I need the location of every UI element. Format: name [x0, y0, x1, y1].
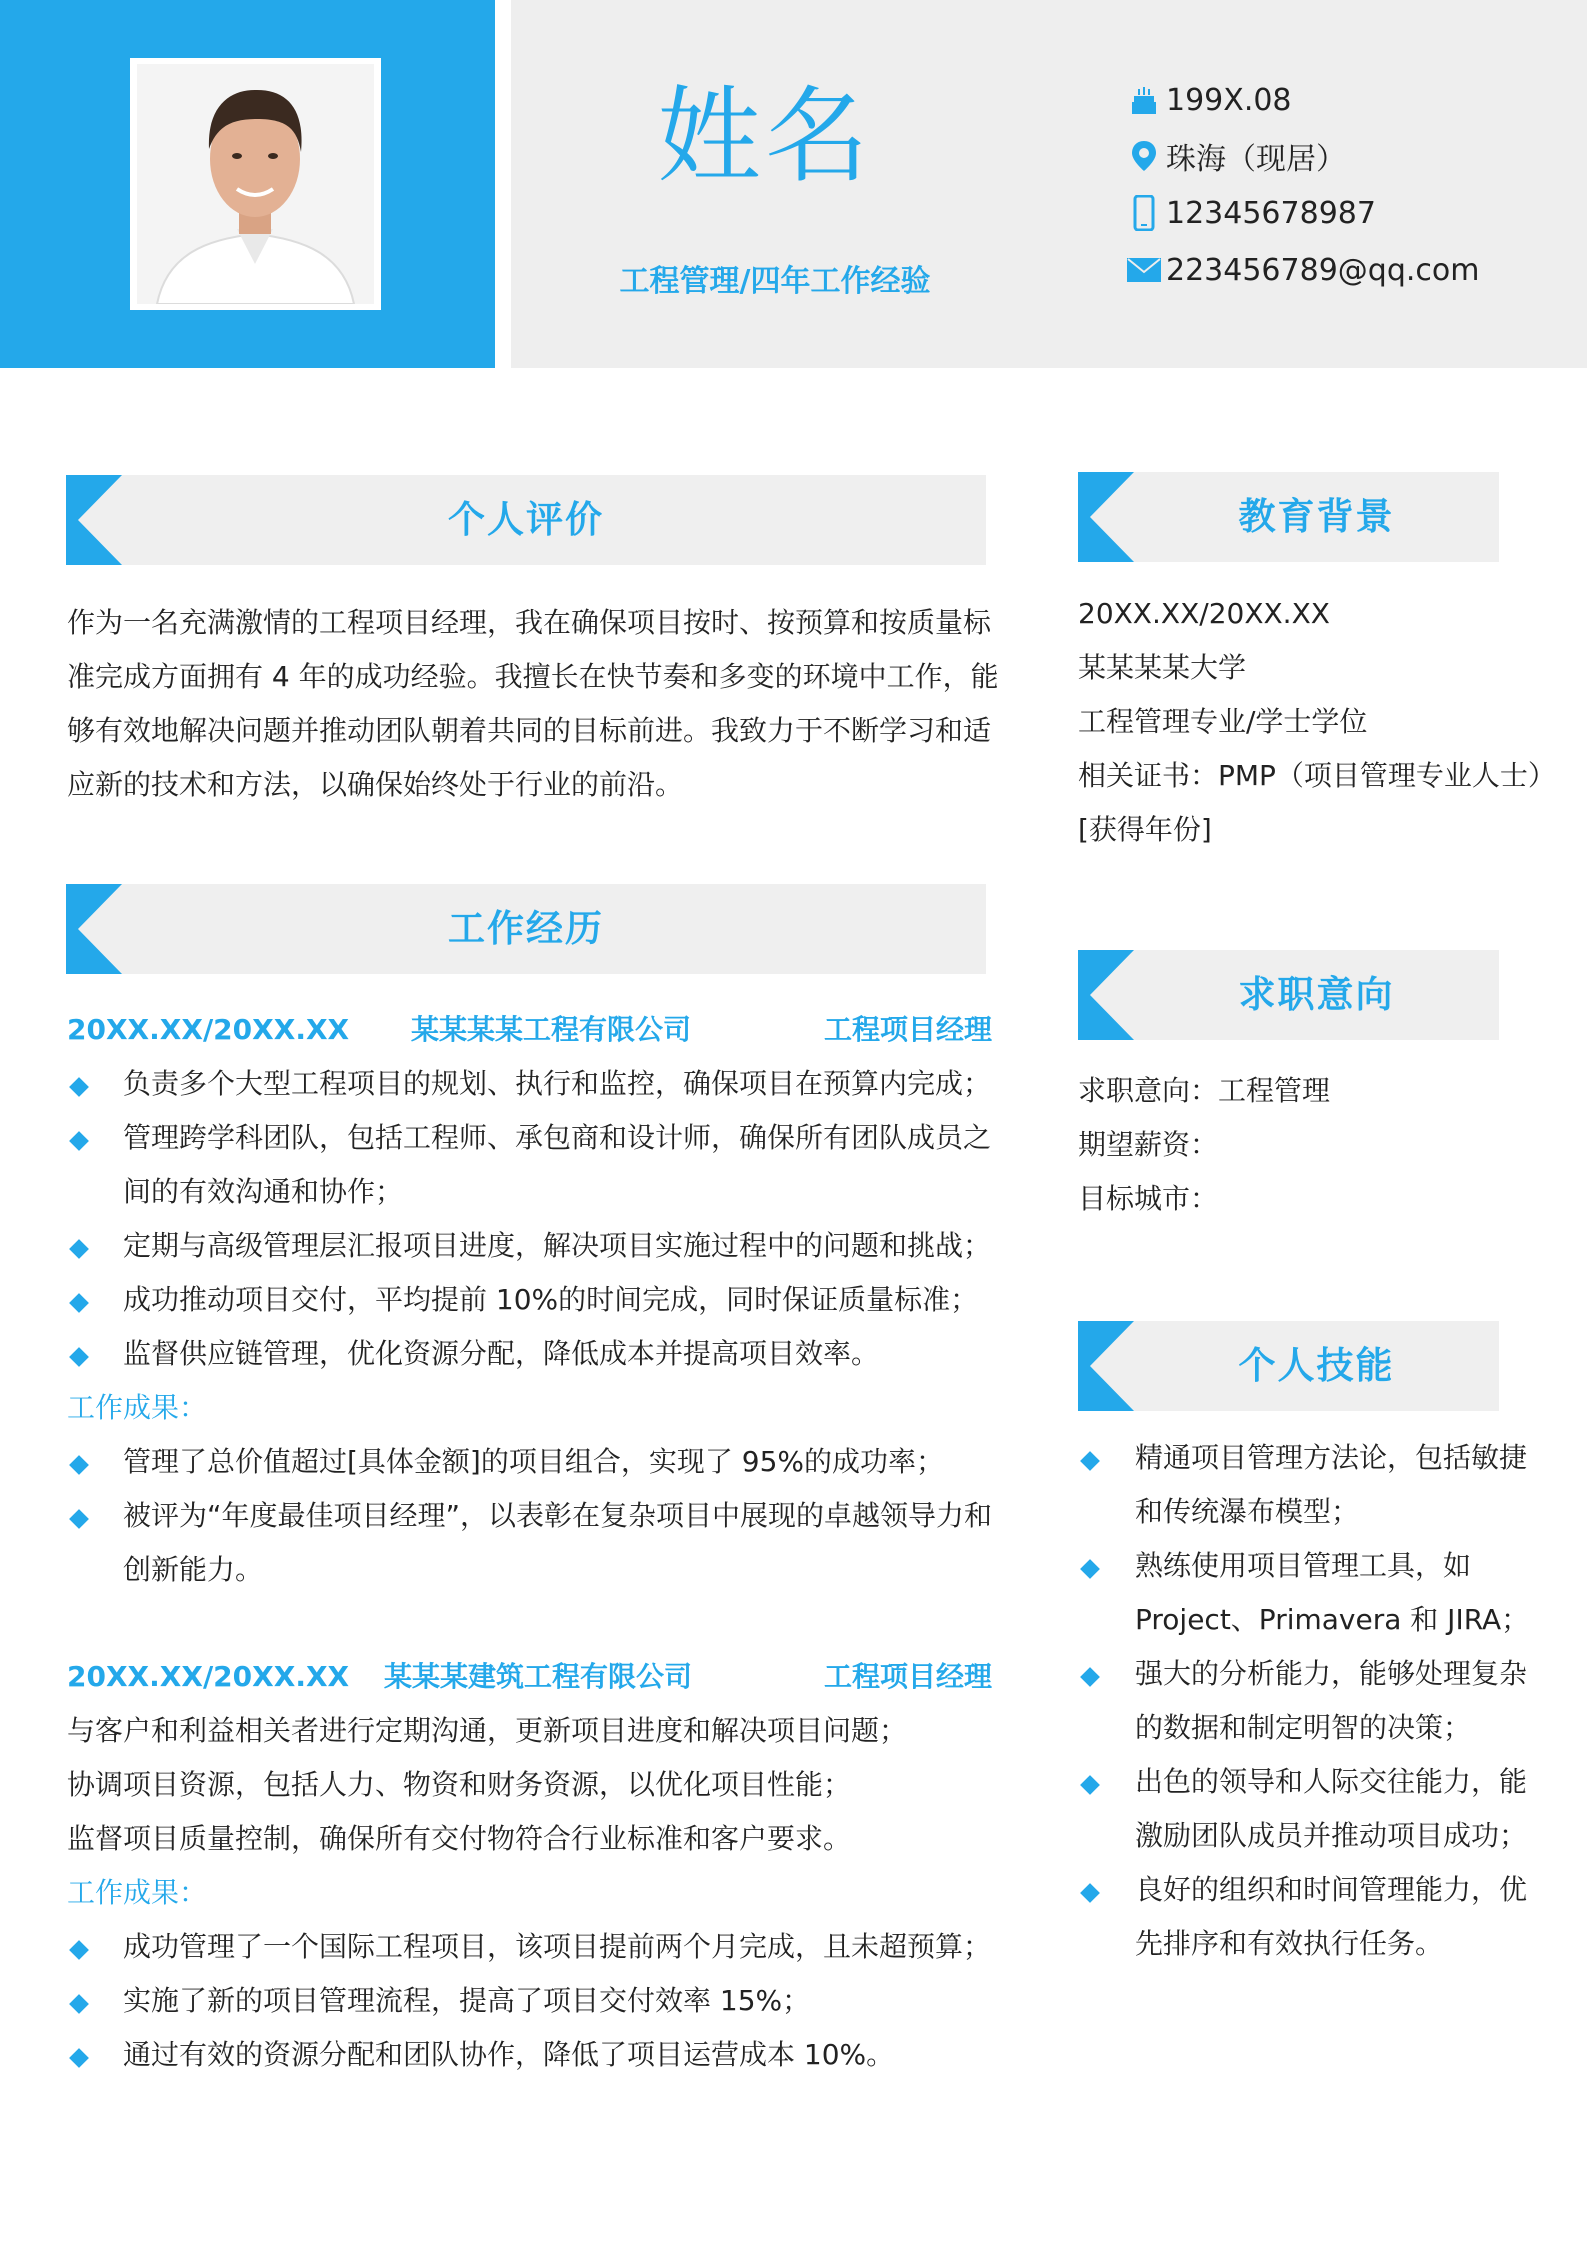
- diamond-bullet-icon: [69, 1940, 89, 1960]
- profile-photo: [137, 64, 374, 304]
- diamond-bullet-icon: [69, 1509, 89, 1529]
- section-header-work: [66, 884, 986, 974]
- location-text: 珠海（现居）: [1166, 142, 1346, 177]
- job-1-achievements-label: 工作成果：: [67, 1391, 208, 1424]
- section-header-skills: [1078, 1321, 1499, 1411]
- diamond-bullet-icon: [69, 1293, 89, 1313]
- section-header-intent: [1078, 950, 1499, 1040]
- birth-date-text: 199X.08: [1166, 82, 1292, 118]
- job-2-position: 工程项目经理: [824, 1660, 993, 1693]
- job-2-achievements-label: 工作成果：: [67, 1876, 208, 1909]
- diamond-bullet-icon: [69, 2048, 89, 2068]
- education-line: 20XX.XX/20XX.XX: [1078, 597, 1330, 630]
- section-title-skills: 个人技能: [1238, 1344, 1395, 1387]
- skill-line: 出色的领导和人际交往能力，能: [1135, 1765, 1528, 1798]
- diamond-bullet-icon: [69, 1347, 89, 1367]
- job-2-achievement: 通过有效的资源分配和团队协作，降低了项目运营成本 10%。: [123, 2038, 895, 2071]
- job-2-duty: 与客户和利益相关者进行定期沟通，更新项目进度和解决项目问题；: [67, 1714, 908, 1747]
- skill-line: 熟练使用项目管理工具，如: [1135, 1549, 1472, 1582]
- skill-line: 激励团队成员并推动项目成功；: [1135, 1819, 1528, 1852]
- job-2-date: 20XX.XX/20XX.XX: [67, 1660, 350, 1693]
- job-1-position: 工程项目经理: [824, 1013, 993, 1046]
- skill-line: 良好的组织和时间管理能力，优: [1135, 1873, 1528, 1906]
- profile-line: 够有效地解决问题并推动团队朝着共同的目标前进。我致力于不断学习和适: [67, 714, 992, 747]
- job-2-achievement: 实施了新的项目管理流程，提高了项目交付效率 15%；: [123, 1984, 811, 2017]
- job-1-duty: 负责多个大型工程项目的规划、执行和监控，确保项目在预算内完成；: [123, 1067, 992, 1100]
- job-1-achievement: 管理了总价值超过[具体金额]的项目组合，实现了 95%的成功率；: [123, 1445, 944, 1478]
- job-summary-subtitle: 工程管理/四年工作经验: [619, 264, 931, 299]
- section-title-profile: 个人评价: [448, 498, 604, 541]
- skill-line: 精通项目管理方法论，包括敏捷: [1135, 1441, 1528, 1474]
- education-line: [获得年份]: [1078, 813, 1212, 846]
- profile-line: 应新的技术和方法，以确保始终处于行业的前沿。: [67, 768, 684, 801]
- intent-line: 求职意向：工程管理: [1078, 1074, 1331, 1107]
- location-row: [1126, 136, 1346, 176]
- profile-line: 作为一名充满激情的工程项目经理，我在确保项目按时、按预算和按质量标: [67, 606, 992, 639]
- email-text[interactable]: 223456789@qq.com: [1166, 252, 1480, 288]
- education-line: 工程管理专业/学士学位: [1078, 705, 1368, 738]
- skill-line: 先排序和有效执行任务。: [1135, 1927, 1444, 1960]
- job-1-date: 20XX.XX/20XX.XX: [67, 1013, 350, 1046]
- job-1-achievement: 被评为“年度最佳项目经理”，以表彰在复杂项目中展现的卓越领导力和: [123, 1499, 993, 1532]
- chevron-left-icon: [1078, 950, 1134, 1040]
- intent-line: 期望薪资：: [1078, 1128, 1219, 1161]
- job-2-duty: 协调项目资源，包括人力、物资和财务资源，以优化项目性能；: [67, 1768, 852, 1801]
- job-1-duty: 间的有效沟通和协作；: [123, 1175, 404, 1208]
- job-2-company: 某某某建筑工程有限公司: [384, 1660, 693, 1693]
- intent-line: 目标城市：: [1078, 1182, 1219, 1215]
- job-2-duty: 监督项目质量控制，确保所有交付物符合行业标准和客户要求。: [67, 1822, 852, 1855]
- diamond-bullet-icon: [69, 1131, 89, 1151]
- diamond-bullet-icon: [69, 1994, 89, 2014]
- job-1-achievement: 创新能力。: [123, 1553, 264, 1586]
- section-title-work: 工作经历: [448, 907, 604, 950]
- section-title-education: 教育背景: [1238, 495, 1395, 538]
- section-header-profile: [66, 475, 986, 565]
- chevron-left-icon: [1078, 1321, 1134, 1411]
- diamond-bullet-icon: [69, 1239, 89, 1259]
- diamond-bullet-icon: [1080, 1559, 1100, 1579]
- skill-line: 强大的分析能力，能够处理复杂: [1135, 1657, 1528, 1690]
- phone-text[interactable]: 12345678987: [1166, 195, 1376, 231]
- job-1-company: 某某某某工程有限公司: [411, 1013, 692, 1046]
- phone-icon: [1126, 195, 1162, 231]
- job-1-duty: 定期与高级管理层汇报项目进度，解决项目实施过程中的问题和挑战；: [123, 1229, 992, 1262]
- candidate-name: 姓名: [656, 75, 873, 197]
- phone-row: [1126, 193, 1376, 233]
- job-2-achievement: 成功管理了一个国际工程项目，该项目提前两个月完成，且未超预算；: [123, 1930, 992, 1963]
- location-pin-icon: [1126, 138, 1162, 174]
- education-line: 某某某某大学: [1078, 651, 1247, 684]
- section-title-intent: 求职意向: [1238, 973, 1395, 1016]
- section-header-education: [1078, 472, 1499, 562]
- skill-line: 的数据和制定明智的决策；: [1135, 1711, 1472, 1744]
- birthday-cake-icon: [1126, 82, 1162, 118]
- birth-date-row: [1126, 80, 1292, 120]
- email-row: [1126, 250, 1479, 290]
- diamond-bullet-icon: [69, 1077, 89, 1097]
- mail-icon: [1126, 252, 1162, 288]
- diamond-bullet-icon: [1080, 1667, 1100, 1687]
- diamond-bullet-icon: [1080, 1775, 1100, 1795]
- education-line: 相关证书：PMP（项目管理专业人士）: [1078, 759, 1556, 792]
- profile-line: 准完成方面拥有 4 年的成功经验。我擅长在快节奏和多变的环境中工作，能: [67, 660, 999, 693]
- diamond-bullet-icon: [1080, 1451, 1100, 1471]
- skill-line: 和传统瀑布模型；: [1135, 1495, 1360, 1528]
- diamond-bullet-icon: [69, 1455, 89, 1475]
- job-1-duty: 成功推动项目交付，平均提前 10%的时间完成，同时保证质量标准；: [123, 1283, 979, 1316]
- job-1-duty: 管理跨学科团队，包括工程师、承包商和设计师，确保所有团队成员之: [123, 1121, 992, 1154]
- skill-line: Project、Primavera 和 JIRA；: [1135, 1603, 1530, 1636]
- job-1-duty: 监督供应链管理，优化资源分配，降低成本并提高项目效率。: [123, 1337, 880, 1370]
- chevron-left-icon: [1078, 472, 1134, 562]
- diamond-bullet-icon: [1080, 1883, 1100, 1903]
